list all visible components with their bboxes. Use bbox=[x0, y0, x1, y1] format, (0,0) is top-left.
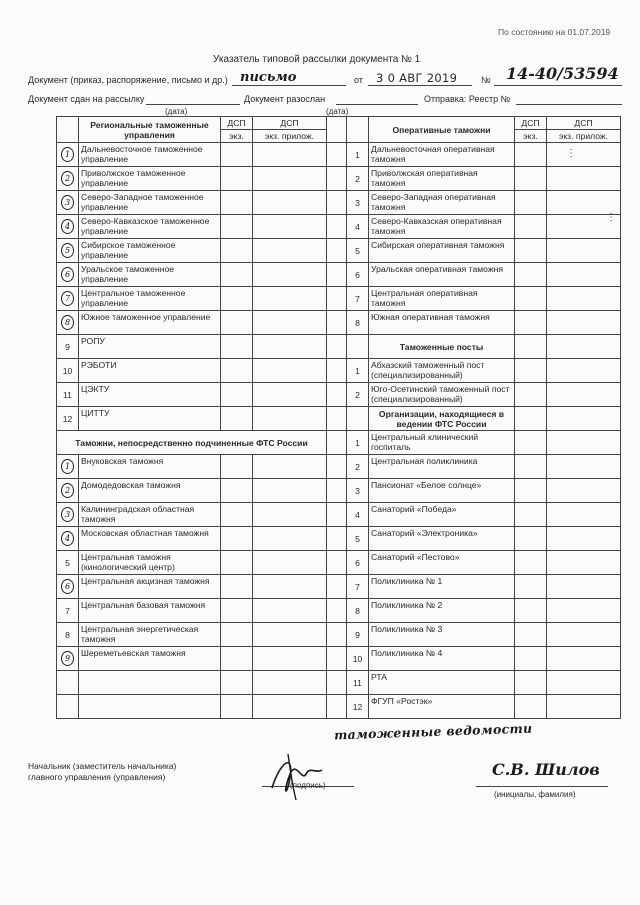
dsp-attachments[interactable] bbox=[547, 167, 621, 191]
empty-cell bbox=[79, 695, 221, 719]
recipient-name: Уральская оперативная таможня bbox=[369, 263, 515, 287]
dsp-copies[interactable] bbox=[515, 479, 547, 503]
recipient-name: Внуковская таможня bbox=[79, 455, 221, 479]
circled-mark: 1 bbox=[61, 459, 74, 474]
gap-cell bbox=[327, 215, 347, 239]
recipient-name: Северо-Кавказское таможенное управление bbox=[79, 215, 221, 239]
gap-cell bbox=[327, 143, 347, 167]
circled-mark: 9 bbox=[61, 651, 74, 666]
circled-mark: 4 bbox=[61, 219, 74, 234]
row-number: 11 bbox=[347, 671, 369, 695]
date-from-label: от bbox=[354, 75, 363, 85]
header-left-title: Региональные таможенные управления bbox=[79, 117, 221, 143]
row-number bbox=[57, 287, 79, 311]
signer-name: С.В. Шилов bbox=[492, 760, 600, 779]
recipient-name: Поликлиника № 4 bbox=[369, 647, 515, 671]
recipient-name: Сибирская оперативная таможня bbox=[369, 239, 515, 263]
empty-cell bbox=[347, 335, 369, 359]
dsp-attachments[interactable] bbox=[547, 311, 621, 335]
row-number: 2 bbox=[347, 167, 369, 191]
recipient-name: Шереметьевская таможня bbox=[79, 647, 221, 671]
header-dsp: ДСП bbox=[515, 117, 547, 130]
dsp-copies[interactable] bbox=[221, 383, 253, 407]
gap-cell bbox=[327, 623, 347, 647]
gap-cell bbox=[327, 455, 347, 479]
dsp-attachments[interactable] bbox=[547, 359, 621, 383]
dsp-copies[interactable] bbox=[221, 623, 253, 647]
section-title: Таможни, непосредственно подчиненные ФТС России bbox=[57, 431, 327, 455]
dsp-attachments[interactable] bbox=[253, 527, 327, 551]
dsp-attachments[interactable] bbox=[253, 479, 327, 503]
empty-cell bbox=[253, 671, 327, 695]
row-number: 6 bbox=[347, 551, 369, 575]
gap-cell bbox=[327, 551, 347, 575]
dsp-copies[interactable] bbox=[221, 599, 253, 623]
header-dsp: ДСП bbox=[253, 117, 327, 130]
document-date-stamp[interactable]: 3 0 АВГ 2019 bbox=[376, 71, 458, 85]
gap-cell bbox=[327, 335, 347, 359]
recipient-name: РОПУ bbox=[79, 335, 221, 359]
dsp-copies[interactable] bbox=[221, 503, 253, 527]
recipient-name: Приволжская оперативная таможня bbox=[369, 167, 515, 191]
row-number bbox=[57, 239, 79, 263]
gap-cell bbox=[327, 263, 347, 287]
empty-cell bbox=[515, 335, 547, 359]
dsp-attachments[interactable] bbox=[253, 359, 327, 383]
recipient-name: Абхазский таможенный пост (специализированный) bbox=[369, 359, 515, 383]
dsp-copies[interactable] bbox=[221, 263, 253, 287]
dsp-copies[interactable] bbox=[515, 503, 547, 527]
recipient-name: Калининградская областная таможня bbox=[79, 503, 221, 527]
header-ekz: экз. bbox=[515, 130, 547, 143]
dsp-attachments[interactable] bbox=[547, 695, 621, 719]
recipient-name: Центральная оперативная таможня bbox=[369, 287, 515, 311]
row-number bbox=[57, 263, 79, 287]
empty-cell bbox=[515, 407, 547, 431]
dsp-copies[interactable] bbox=[515, 191, 547, 215]
dsp-copies[interactable] bbox=[515, 359, 547, 383]
dsp-attachments[interactable] bbox=[253, 383, 327, 407]
circled-mark: 3 bbox=[61, 507, 74, 522]
dsp-copies[interactable] bbox=[221, 143, 253, 167]
dsp-attachments[interactable] bbox=[547, 671, 621, 695]
recipient-name: Северо-Западная оперативная таможня bbox=[369, 191, 515, 215]
date-caption-left: (дата) bbox=[165, 107, 188, 116]
dsp-attachments[interactable] bbox=[253, 335, 327, 359]
dsp-copies[interactable] bbox=[515, 695, 547, 719]
section-title: Таможенные посты bbox=[369, 335, 515, 359]
dsp-attachments[interactable] bbox=[547, 527, 621, 551]
row-number: 10 bbox=[347, 647, 369, 671]
dsp-attachments[interactable] bbox=[253, 239, 327, 263]
circled-mark: 2 bbox=[61, 483, 74, 498]
distribution-table bbox=[56, 116, 621, 719]
row-number: 8 bbox=[347, 311, 369, 335]
row-number: 10 bbox=[57, 359, 79, 383]
page-title: Указатель типовой рассылки документа № 1 bbox=[213, 54, 421, 65]
dsp-attachments[interactable] bbox=[253, 551, 327, 575]
empty-cell bbox=[253, 695, 327, 719]
dsp-copies[interactable] bbox=[515, 551, 547, 575]
row-number: 3 bbox=[347, 191, 369, 215]
header-ekz-prilozh: экз. прилож. bbox=[253, 130, 327, 143]
dsp-copies[interactable] bbox=[515, 431, 547, 455]
circled-mark: 3 bbox=[61, 195, 74, 210]
dsp-attachments[interactable] bbox=[253, 263, 327, 287]
dsp-copies[interactable] bbox=[221, 575, 253, 599]
gap-cell bbox=[327, 503, 347, 527]
recipient-name: Дальневосточная оперативная таможня bbox=[369, 143, 515, 167]
gap-cell bbox=[327, 359, 347, 383]
dsp-copies[interactable] bbox=[221, 551, 253, 575]
section-title: Организации, находящиеся в ведении ФТС России bbox=[369, 407, 515, 431]
dsp-copies[interactable] bbox=[515, 287, 547, 311]
row-number bbox=[57, 143, 79, 167]
handwritten-addition: таможенные ведомости bbox=[333, 720, 533, 743]
gap-cell bbox=[327, 479, 347, 503]
dsp-copies[interactable] bbox=[515, 647, 547, 671]
circled-mark: 1 bbox=[61, 147, 74, 162]
header-gap bbox=[327, 117, 347, 143]
recipient-name: Московская областная таможня bbox=[79, 527, 221, 551]
dsp-attachments[interactable] bbox=[547, 431, 621, 455]
scan-marks: ⋮ bbox=[606, 212, 616, 223]
dsp-attachments[interactable] bbox=[253, 599, 327, 623]
gap-cell bbox=[327, 575, 347, 599]
row-number: 6 bbox=[347, 263, 369, 287]
header-no bbox=[347, 117, 369, 143]
row-number: 2 bbox=[347, 383, 369, 407]
dsp-copies[interactable] bbox=[515, 455, 547, 479]
dsp-attachments[interactable] bbox=[547, 551, 621, 575]
row-number bbox=[57, 167, 79, 191]
row-number bbox=[57, 191, 79, 215]
gap-cell bbox=[327, 671, 347, 695]
circled-mark: 4 bbox=[61, 531, 74, 546]
signature-scribble bbox=[262, 744, 342, 804]
empty-cell bbox=[221, 695, 253, 719]
dsp-attachments[interactable] bbox=[253, 167, 327, 191]
date-caption-right: (дата) bbox=[326, 107, 349, 116]
dsp-copies[interactable] bbox=[221, 191, 253, 215]
row-number: 11 bbox=[57, 383, 79, 407]
dsp-attachments[interactable] bbox=[253, 455, 327, 479]
row-number bbox=[57, 647, 79, 671]
row-number: 2 bbox=[347, 455, 369, 479]
dsp-copies[interactable] bbox=[221, 287, 253, 311]
signature-caption: (подпись) bbox=[290, 781, 326, 790]
header-no bbox=[57, 117, 79, 143]
dsp-copies[interactable] bbox=[221, 359, 253, 383]
dsp-attachments[interactable] bbox=[547, 239, 621, 263]
circled-mark: 6 bbox=[61, 579, 74, 594]
sent-out-label: Документ разослан bbox=[244, 94, 326, 104]
header-right-title: Оперативные таможни bbox=[369, 117, 515, 143]
dsp-copies[interactable] bbox=[515, 215, 547, 239]
dsp-copies[interactable] bbox=[221, 479, 253, 503]
row-number: 4 bbox=[347, 503, 369, 527]
row-number: 4 bbox=[347, 215, 369, 239]
circled-mark: 5 bbox=[61, 243, 74, 258]
recipient-name: Центральная энергетическая таможня bbox=[79, 623, 221, 647]
dsp-attachments[interactable] bbox=[547, 623, 621, 647]
recipient-name: Санаторий «Пестово» bbox=[369, 551, 515, 575]
gap-cell bbox=[327, 647, 347, 671]
row-number: 12 bbox=[347, 695, 369, 719]
dsp-attachments[interactable] bbox=[547, 575, 621, 599]
circled-mark: 2 bbox=[61, 171, 74, 186]
empty-cell bbox=[547, 407, 621, 431]
signer-title-line-2: главного управления (управления) bbox=[28, 772, 166, 782]
dsp-copies[interactable] bbox=[221, 239, 253, 263]
gap-cell bbox=[327, 431, 347, 455]
row-number: 8 bbox=[57, 623, 79, 647]
recipient-name: Центральный клинический госпиталь bbox=[369, 431, 515, 455]
row-number: 5 bbox=[347, 239, 369, 263]
scan-marks: ⋮ bbox=[566, 148, 576, 159]
dsp-copies[interactable] bbox=[221, 527, 253, 551]
dsp-copies[interactable] bbox=[221, 215, 253, 239]
header-dsp: ДСП bbox=[221, 117, 253, 130]
empty-cell bbox=[547, 335, 621, 359]
dsp-attachments[interactable] bbox=[547, 191, 621, 215]
recipient-name: Приволжское таможенное управление bbox=[79, 167, 221, 191]
gap-cell bbox=[327, 311, 347, 335]
dsp-attachments[interactable] bbox=[253, 407, 327, 431]
dsp-attachments[interactable] bbox=[253, 191, 327, 215]
gap-cell bbox=[327, 191, 347, 215]
row-number: 9 bbox=[347, 623, 369, 647]
row-number: 12 bbox=[57, 407, 79, 431]
dsp-attachments[interactable] bbox=[253, 311, 327, 335]
signer-title-line-1: Начальник (заместитель начальника) bbox=[28, 761, 177, 771]
recipient-name: Сибирское таможенное управление bbox=[79, 239, 221, 263]
dispatch-register-label: Отправка: Реестр № bbox=[424, 94, 511, 104]
row-number bbox=[57, 527, 79, 551]
dsp-copies[interactable] bbox=[515, 575, 547, 599]
dsp-attachments[interactable] bbox=[253, 287, 327, 311]
row-number: 5 bbox=[347, 527, 369, 551]
recipient-name: Центральная базовая таможня bbox=[79, 599, 221, 623]
recipient-name: Поликлиника № 1 bbox=[369, 575, 515, 599]
row-number bbox=[57, 455, 79, 479]
empty-cell bbox=[347, 407, 369, 431]
row-number: 8 bbox=[347, 599, 369, 623]
empty-cell bbox=[57, 671, 79, 695]
recipient-name: Юго-Осетинский таможенный пост (специализированный) bbox=[369, 383, 515, 407]
dsp-attachments[interactable] bbox=[253, 647, 327, 671]
dsp-attachments[interactable] bbox=[547, 263, 621, 287]
row-number: 5 bbox=[57, 551, 79, 575]
gap-cell bbox=[327, 695, 347, 719]
dsp-attachments[interactable] bbox=[547, 647, 621, 671]
recipient-name: Домодедовская таможня bbox=[79, 479, 221, 503]
dsp-copies[interactable] bbox=[515, 623, 547, 647]
dsp-copies[interactable] bbox=[515, 263, 547, 287]
dsp-attachments[interactable] bbox=[253, 623, 327, 647]
recipient-name: РТА bbox=[369, 671, 515, 695]
circled-mark: 6 bbox=[61, 267, 74, 282]
recipient-name: Центральная таможня (кинологический центр) bbox=[79, 551, 221, 575]
row-number: 1 bbox=[347, 431, 369, 455]
row-number bbox=[57, 215, 79, 239]
dsp-copies[interactable] bbox=[221, 407, 253, 431]
dsp-attachments[interactable] bbox=[547, 599, 621, 623]
header-ekz: экз. bbox=[221, 130, 253, 143]
document-type-label: Документ (приказ, распоряжение, письмо и др.) bbox=[28, 75, 228, 85]
recipient-name: Поликлиника № 3 bbox=[369, 623, 515, 647]
dsp-copies[interactable] bbox=[515, 239, 547, 263]
row-number: 7 bbox=[347, 575, 369, 599]
row-number bbox=[57, 503, 79, 527]
dsp-copies[interactable] bbox=[221, 311, 253, 335]
row-number: 7 bbox=[57, 599, 79, 623]
top-note: По состоянию на 01.07.2019 bbox=[498, 27, 611, 37]
dsp-attachments[interactable] bbox=[547, 287, 621, 311]
dsp-attachments[interactable] bbox=[547, 143, 621, 167]
gap-cell bbox=[327, 287, 347, 311]
empty-cell bbox=[57, 695, 79, 719]
dsp-attachments[interactable] bbox=[253, 215, 327, 239]
dsp-copies[interactable] bbox=[221, 647, 253, 671]
dsp-copies[interactable] bbox=[221, 167, 253, 191]
recipient-name: ФГУП «Ростэк» bbox=[369, 695, 515, 719]
recipient-name: ЦЭКТУ bbox=[79, 383, 221, 407]
recipient-name: Пансионат «Белое солнце» bbox=[369, 479, 515, 503]
circled-mark: 8 bbox=[61, 315, 74, 330]
dsp-copies[interactable] bbox=[515, 383, 547, 407]
dsp-copies[interactable] bbox=[515, 527, 547, 551]
gap-cell bbox=[327, 239, 347, 263]
number-label: № bbox=[481, 75, 491, 85]
recipient-name: Уральское таможенное управление bbox=[79, 263, 221, 287]
dsp-copies[interactable] bbox=[221, 455, 253, 479]
document-number-value[interactable]: 14-40/53594 bbox=[506, 64, 619, 83]
gap-cell bbox=[327, 599, 347, 623]
recipient-name: Дальневосточное таможенное управление bbox=[79, 143, 221, 167]
dsp-attachments[interactable] bbox=[547, 479, 621, 503]
recipient-name: Южное таможенное управление bbox=[79, 311, 221, 335]
row-number bbox=[57, 479, 79, 503]
recipient-name: Центральная поликлиника bbox=[369, 455, 515, 479]
gap-cell bbox=[327, 383, 347, 407]
recipient-name: Санаторий «Электроника» bbox=[369, 527, 515, 551]
dsp-copies[interactable] bbox=[515, 167, 547, 191]
gap-cell bbox=[327, 167, 347, 191]
recipient-name: Центральное таможенное управление bbox=[79, 287, 221, 311]
recipient-name: ЦИТТУ bbox=[79, 407, 221, 431]
dsp-copies[interactable] bbox=[515, 143, 547, 167]
circled-mark: 7 bbox=[61, 291, 74, 306]
dsp-attachments[interactable] bbox=[253, 143, 327, 167]
gap-cell bbox=[327, 407, 347, 431]
recipient-name: Северо-Западное таможенное управление bbox=[79, 191, 221, 215]
header-dsp: ДСП bbox=[547, 117, 621, 130]
document-type-value[interactable]: письмо bbox=[240, 70, 297, 85]
dsp-attachments[interactable] bbox=[253, 575, 327, 599]
dsp-copies[interactable] bbox=[515, 599, 547, 623]
dsp-attachments[interactable] bbox=[547, 383, 621, 407]
sent-to-dispatch-label: Документ сдан на рассылку bbox=[28, 94, 145, 104]
gap-cell bbox=[327, 527, 347, 551]
recipient-name: РЭБОТИ bbox=[79, 359, 221, 383]
recipient-name: Северо-Кавказская оперативная таможня bbox=[369, 215, 515, 239]
row-number: 1 bbox=[347, 359, 369, 383]
dsp-attachments[interactable] bbox=[547, 503, 621, 527]
recipient-name: Южная оперативная таможня bbox=[369, 311, 515, 335]
row-number: 9 bbox=[57, 335, 79, 359]
empty-cell bbox=[79, 671, 221, 695]
row-number bbox=[57, 575, 79, 599]
dsp-attachments[interactable] bbox=[547, 455, 621, 479]
empty-cell bbox=[221, 671, 253, 695]
row-number: 3 bbox=[347, 479, 369, 503]
dsp-copies[interactable] bbox=[515, 671, 547, 695]
row-number bbox=[57, 311, 79, 335]
row-number: 7 bbox=[347, 287, 369, 311]
header-ekz-prilozh: экз. прилож. bbox=[547, 130, 621, 143]
recipient-name: Поликлиника № 2 bbox=[369, 599, 515, 623]
name-caption: (инициалы, фамилия) bbox=[494, 790, 576, 799]
dsp-copies[interactable] bbox=[221, 335, 253, 359]
row-number: 1 bbox=[347, 143, 369, 167]
recipient-name: Центральная акцизная таможня bbox=[79, 575, 221, 599]
dsp-attachments[interactable] bbox=[253, 503, 327, 527]
dsp-copies[interactable] bbox=[515, 311, 547, 335]
recipient-name: Санаторий «Победа» bbox=[369, 503, 515, 527]
